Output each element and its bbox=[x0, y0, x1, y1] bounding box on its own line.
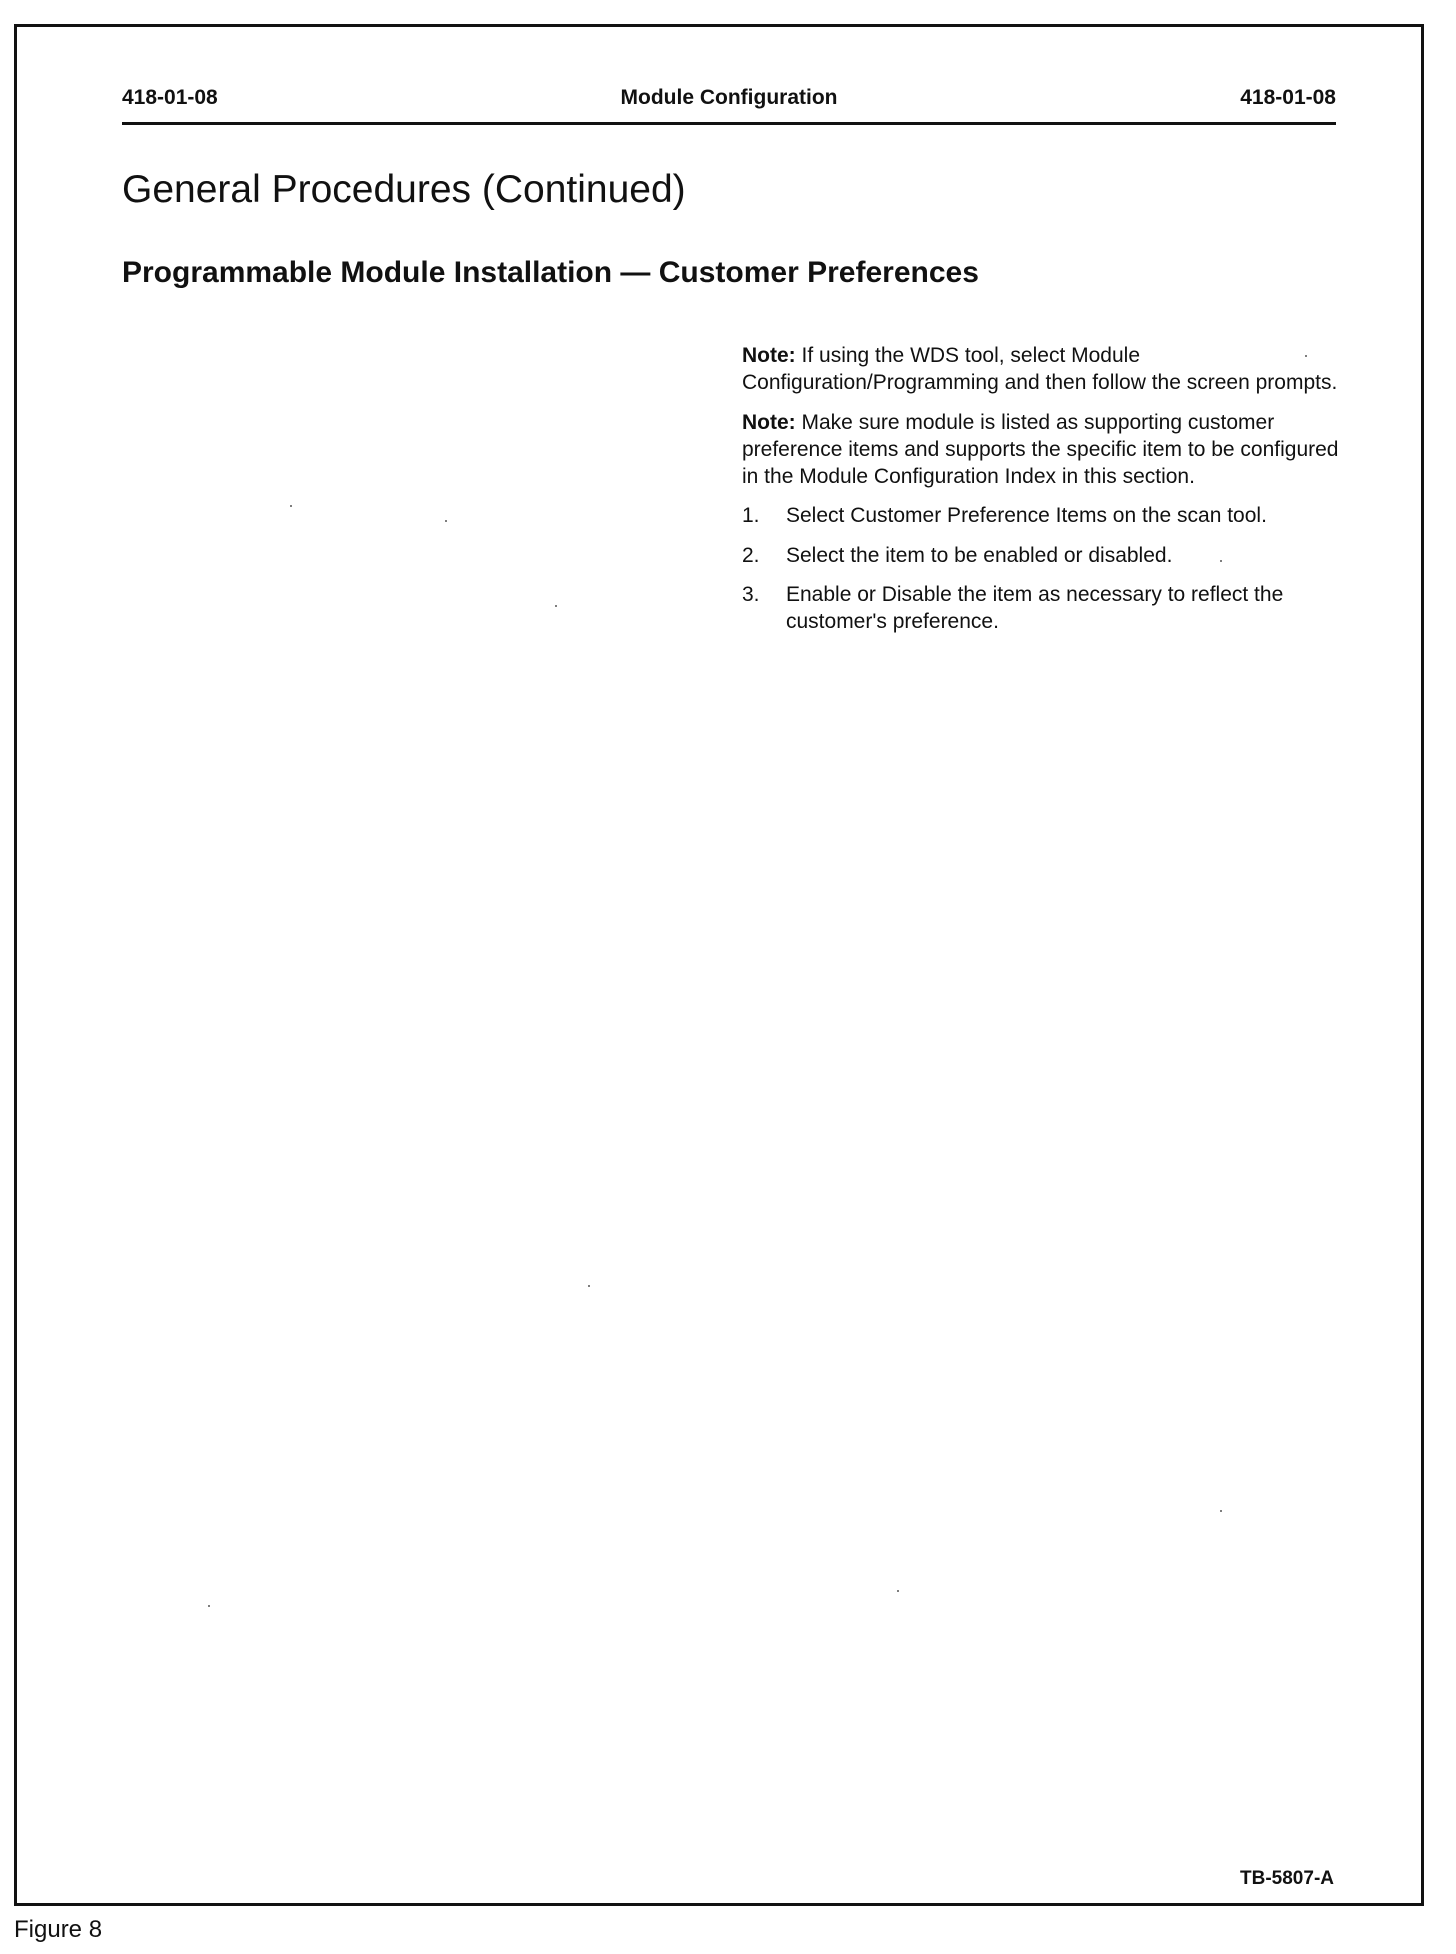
header-title: Module Configuration bbox=[620, 86, 838, 109]
note-text: Make sure module is listed as supporting customer preference items and supports the specific item to be configured in the Module Configuration Index in this section. bbox=[742, 410, 1339, 489]
step-item bbox=[742, 542, 1342, 569]
step-text: Enable or Disable the item as necessary to reflect the customer's preference. bbox=[786, 583, 1284, 634]
step-text: Select Customer Preference Items on the scan tool. bbox=[786, 504, 1267, 528]
figure-id: TB-5807-A bbox=[1240, 1868, 1334, 1889]
step-number: 3. bbox=[742, 583, 760, 607]
page-header bbox=[122, 86, 1336, 125]
figure-frame bbox=[14, 24, 1424, 1906]
step-number: 2. bbox=[742, 543, 760, 567]
scan-speck bbox=[555, 605, 557, 607]
header-code-right: 418-01-08 bbox=[1240, 86, 1336, 109]
note-label: Note: bbox=[742, 344, 796, 367]
procedure-content bbox=[742, 342, 1342, 648]
note-text: If using the WDS tool, select Module Configuration/Programming and then follow the screen prompts. bbox=[742, 344, 1338, 395]
scan-speck bbox=[290, 505, 292, 507]
step-list bbox=[742, 502, 1342, 635]
scan-speck bbox=[208, 1605, 210, 1607]
scan-speck bbox=[897, 1590, 899, 1592]
step-item bbox=[742, 581, 1342, 636]
note-module-support bbox=[742, 409, 1342, 491]
note-wds bbox=[742, 342, 1342, 397]
procedure-title: Programmable Module Installation — Customer Preferences bbox=[122, 256, 979, 289]
scan-speck bbox=[445, 520, 447, 522]
note-label: Note: bbox=[742, 410, 796, 434]
scan-speck bbox=[1305, 355, 1307, 357]
header-code-left: 418-01-08 bbox=[122, 86, 218, 109]
scan-speck bbox=[588, 1285, 590, 1287]
section-title: General Procedures (Continued) bbox=[122, 168, 686, 211]
figure-caption: Figure 8 bbox=[14, 1916, 103, 1943]
scan-speck bbox=[1220, 1510, 1222, 1512]
step-item bbox=[742, 502, 1342, 529]
step-number: 1. bbox=[742, 504, 760, 528]
scan-speck bbox=[1220, 560, 1222, 562]
step-text: Select the item to be enabled or disabled. bbox=[786, 543, 1173, 567]
